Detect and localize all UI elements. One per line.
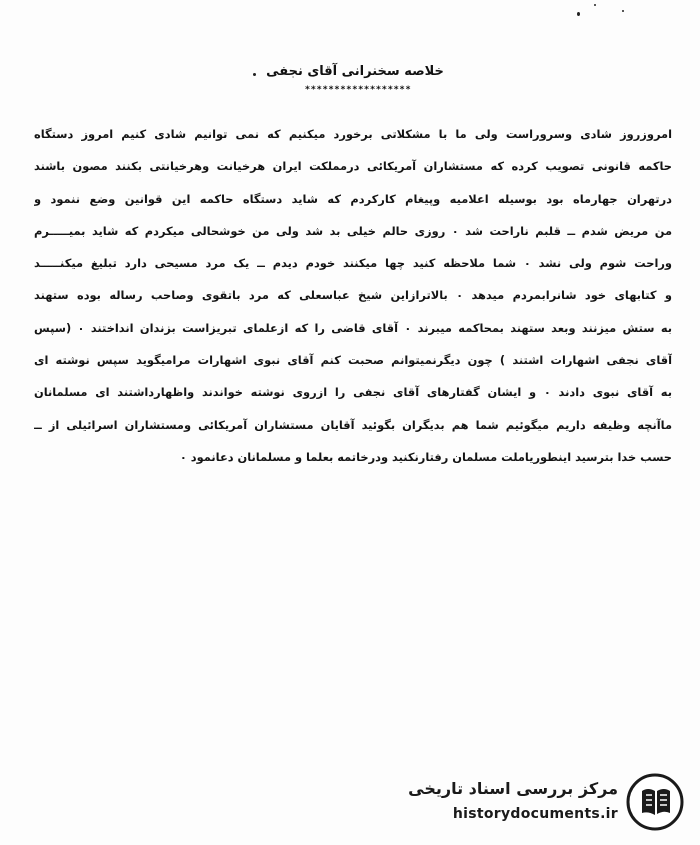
paragraph-line: به ستش میزنند وبعد ستهند بمحاکمه میبرند ۰ آقای قاضی را که ازعلمای تبریزاست بزندان انداختند ۰ (سپس [34, 320, 672, 335]
watermark-url: historydocuments.ir [452, 806, 618, 822]
paragraph-line: ماآنچه وظیفه داریم میگوئیم شما هم بدیگران بگوئید آقایان مستشاران آمریکائی ومستشاران اسرائیلی از ــ [34, 417, 672, 432]
paragraph-line: وراحت شوم ولی نشد ۰ شما ملاحظه کنید چها میکنند خودم دیدم ــ یک مرد مسیحی دارد تبلیغ میکنـــــد [34, 256, 672, 271]
paragraph-line: و کتابهای خود شانرابمردم میدهد ۰ بالاترازاین شیخ عباسعلی که مرد باتقوی وصاحب رساله بوده ستهند [34, 288, 672, 303]
watermark-org-name: مرکز بررسی اسناد تاریخی [408, 779, 618, 798]
paragraph-line: درتهران جهارماه بود بوسیله اعلامیه وپیغام کارکردم که شاید دستگاه حاکمه این قوانین وضع ننمود و [34, 191, 672, 206]
paragraph-line: من مریض شدم ــ قلبم ناراحت شد ۰ روزی حالم خیلی بد شد ولی من خوشحالی میکردم که شاید بمیـــــرم [34, 223, 672, 238]
title-underline: ****************** [304, 85, 412, 95]
paragraph-line: امروزروز شادی وسروراست ولی ما با مشکلاتی برخورد میکنیم که نمی توانیم شادی کنیم امروز دستگاه [34, 127, 672, 141]
history-documents-logo-icon [626, 773, 684, 831]
paragraph-line: حسب خدا بترسید اینطوریاملت مسلمان رفتارنکنید ودرخاتمه بعلما و مسلمانان دعانمود ۰ [179, 449, 672, 464]
watermark [394, 773, 684, 833]
scan-speck [594, 4, 596, 6]
scan-speck [577, 12, 580, 16]
paragraph-line: حاکمه قانونی تصویب کرده که مستشاران آمریکائی درمملکت ایران هرخیانت وهرخیانتی بکنند مصون باشند [34, 159, 672, 174]
document-title: خلاصه سخنرانی آقای نجفی [266, 64, 444, 79]
scan-speck [622, 10, 624, 12]
paragraph-line: آقای نجفی اشهارات اشتند ) چون دیگرنمیتوانم صحبت کنم آقای نبوی اشهارات مرامیگوید سپس نوشته ای [34, 353, 672, 368]
speech-summary-paragraph [34, 118, 672, 473]
paragraph-line: به آقای نبوی دادند ۰ و ایشان گفتارهای آقای نجفی را ازروی نوشته خواندند واظهارداشتند ای مسلمانان [34, 385, 672, 400]
